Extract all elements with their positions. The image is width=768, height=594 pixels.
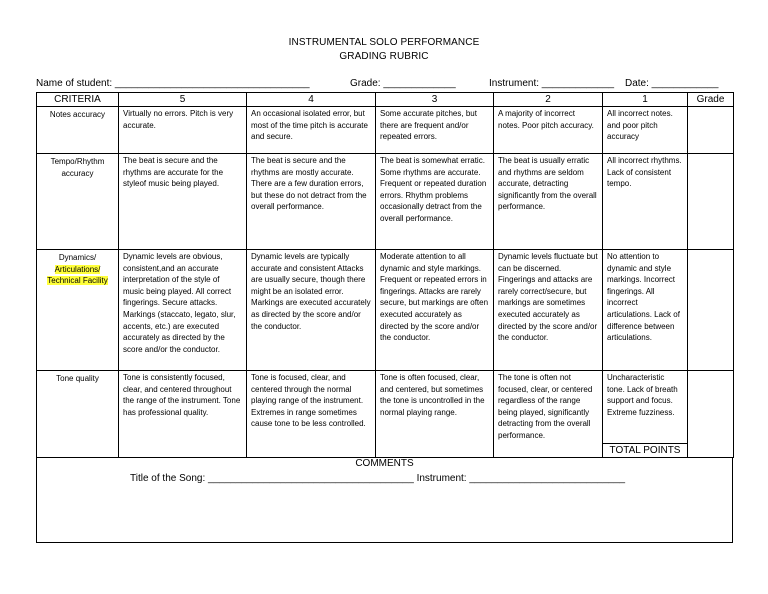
descriptor-cell-3: The beat is somewhat erratic. Some rhythms are accurate. Frequent or repeated duration errors. Rhythm problems occasionally detract from the overall performance. xyxy=(376,154,494,250)
student-info-line xyxy=(36,78,736,92)
criteria-line: Dynamics/ xyxy=(58,253,97,262)
descriptor-cell-4: Tone is focused, clear, and centered through the normal playing range of the instrument. Extremes in range sometimes cause tone to be less controlled. xyxy=(247,371,376,458)
descriptor-cell-1: All incorrect rhythms. Lack of consistent tempo. xyxy=(603,154,688,250)
grade-cell[interactable] xyxy=(688,154,734,250)
descriptor-cell-2: The tone is often not focused, clear, or centered regardless of the range being played, significantly detracting from the overall performance. xyxy=(494,371,603,458)
highlighted-criteria-line: Articulations/ xyxy=(54,264,101,274)
table-row xyxy=(37,250,734,371)
descriptor-cell-5: Virtually no errors. Pitch is very accurate. xyxy=(119,107,247,154)
grade-cell[interactable] xyxy=(688,107,734,154)
instrument-field[interactable]: Instrument: _____________ xyxy=(489,78,615,89)
comments-heading: COMMENTS xyxy=(355,458,414,469)
header-score-4: 4 xyxy=(247,93,376,107)
descriptor-cell-1: All incorrect notes. and poor pitch accuracy xyxy=(603,107,688,154)
rubric-table xyxy=(36,92,734,458)
descriptor-cell-1 xyxy=(603,371,688,458)
descriptor-cell-1: No attention to dynamic and style markings. Incorrect fingerings. All incorrect articulations. Lack of difference between articulations. xyxy=(603,250,688,371)
descriptor-cell-2: Dynamic levels fluctuate but can be discerned. Fingerings and attacks are rarely correct/secure, but markings are sometimes executed accurately as directed by the score and/or the conductor. xyxy=(494,250,603,371)
total-points-cell[interactable] xyxy=(688,371,734,458)
grade-cell[interactable] xyxy=(688,250,734,371)
criteria-cell xyxy=(37,250,119,371)
descriptor-cell-5: The beat is secure and the rhythms are accurate for the styleof music being played. xyxy=(119,154,247,250)
header-grade: Grade xyxy=(688,93,734,107)
header-score-2: 2 xyxy=(494,93,603,107)
descriptor-cell-4: The beat is secure and the rhythms are mostly accurate. There are a few duration errors, but these do not detract from the overall performance. xyxy=(247,154,376,250)
date-field[interactable]: Date: ____________ xyxy=(625,78,719,89)
header-score-3: 3 xyxy=(376,93,494,107)
page-subtitle: GRADING RUBRIC xyxy=(339,51,429,62)
highlighted-criteria-line: Technical Facility xyxy=(47,276,108,286)
comments-box xyxy=(36,457,733,543)
header-row xyxy=(37,93,734,107)
header-score-1: 1 xyxy=(603,93,688,107)
descriptor-cell-5: Tone is consistently focused, clear, and centered throughout the range of the instrument. Tone has professional quality. xyxy=(119,371,247,458)
descriptor-cell-4: An occasional isolated error, but most of the time pitch is accurate and secure. xyxy=(247,107,376,154)
table-row xyxy=(37,107,734,154)
descriptor-cell-4: Dynamic levels are typically accurate and consistent Attacks are usually secure, though there might be an isolated error. Markings are executed accurately as directed by the score and/or the conductor. xyxy=(247,250,376,371)
header-score-5: 5 xyxy=(119,93,247,107)
criteria-cell: Notes accuracy xyxy=(37,107,119,154)
descriptor-cell-3: Tone is often focused, clear, and centered, but sometimes the tone is uncontrolled in the normal playing range. xyxy=(376,371,494,458)
descriptor-cell-2: A majority of incorrect notes. Poor pitch accuracy. xyxy=(494,107,603,154)
descriptor-cell-2: The beat is usually erratic and rhythms are seldom accurate, detracting significantly from the overall performance. xyxy=(494,154,603,250)
criteria-cell: Tempo/Rhythm accuracy xyxy=(37,154,119,250)
descriptor-cell-5: Dynamic levels are obvious, consistent,and an accurate interpretation of the style of music being played. All correct fingerings. Secure attacks. Markings (staccato, legato, slur, accents, etc.) are executed accurately as directed by the score and/or the conductor. xyxy=(119,250,247,371)
student-name-field[interactable]: Name of student: ___________________________________ xyxy=(36,78,310,89)
total-points-label: TOTAL POINTS xyxy=(603,443,687,457)
table-row xyxy=(37,371,734,458)
table-row xyxy=(37,154,734,250)
grade-field[interactable]: Grade: _____________ xyxy=(350,78,456,89)
header-criteria: CRITERIA xyxy=(37,93,119,107)
page-title: INSTRUMENTAL SOLO PERFORMANCE xyxy=(288,37,480,48)
criteria-cell: Tone quality xyxy=(37,371,119,458)
descriptor-text: Uncharacteristic tone. Lack of breath support and focus. Extreme fuzziness. xyxy=(607,373,678,417)
descriptor-cell-3: Moderate attention to all dynamic and style markings. Frequent or repeated errors in fingerings. Attacks are rarely secure, but markings are often executed accurately as directed by the score and/or the conductor. xyxy=(376,250,494,371)
descriptor-cell-3: Some accurate pitches, but there are frequent and/or repeated errors. xyxy=(376,107,494,154)
song-title-line[interactable]: Title of the Song: _____________________________________ Instrument: ____________________________ xyxy=(130,473,626,484)
